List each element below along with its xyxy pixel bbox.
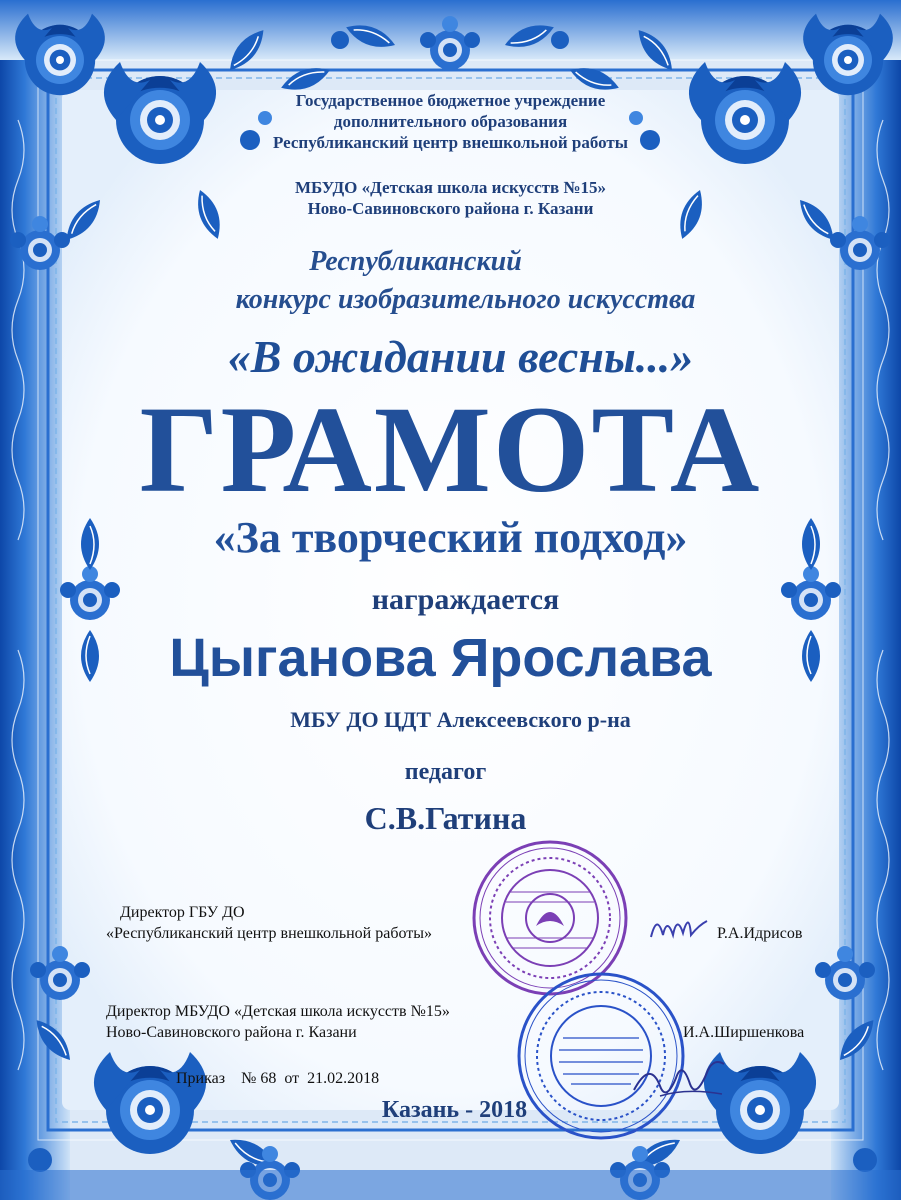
institution: МБУ ДО ЦДТ Алексеевского р-на [290,707,631,732]
org-line-3: Республиканский центр внешкольной работы [272,133,629,152]
order-label: Приказ [176,1070,226,1087]
teacher-name: С.В.Гатина [364,800,527,836]
director1-name: Р.А.Идрисов [717,925,803,942]
nomination: «За творческий подход» [213,513,688,562]
recipient-name: Цыганова Ярослава [169,628,712,688]
director1-org: «Республиканский центр внешкольной работы» [106,925,433,942]
contest-line-2: конкурс изобразительного искусства [235,284,696,315]
order-from: от [284,1070,300,1087]
teacher-label: педагог [404,759,487,785]
director2-title: Директор МБУДО «Детская школа искусств №15» [106,1003,450,1020]
order-line [176,1068,379,1089]
org-line-1: Государственное бюджетное учреждение [295,91,606,110]
city-year: Казань - 2018 [381,1097,528,1123]
order-date: 21.02.2018 [307,1070,380,1087]
director1-title: Директор ГБУ ДО [120,904,245,921]
director2-org: Ново-Савиновского района г. Казани [106,1024,357,1041]
school-line-1: МБУДО «Детская школа искусств №15» [295,178,606,197]
org-line-2: дополнительного образования [333,112,568,131]
order-number: № 68 [241,1070,277,1087]
contest-name: «В ожидании весны...» [227,331,694,382]
awarded-label: награждается [371,583,560,616]
contest-line-1: Республиканский [309,246,522,277]
school-line-2: Ново-Савиновского района г. Казани [307,199,594,218]
signature-idrisov [645,905,715,950]
certificate-title: ГРАМОТА [139,381,762,518]
director2-name: И.А.Ширшенкова [683,1024,805,1041]
